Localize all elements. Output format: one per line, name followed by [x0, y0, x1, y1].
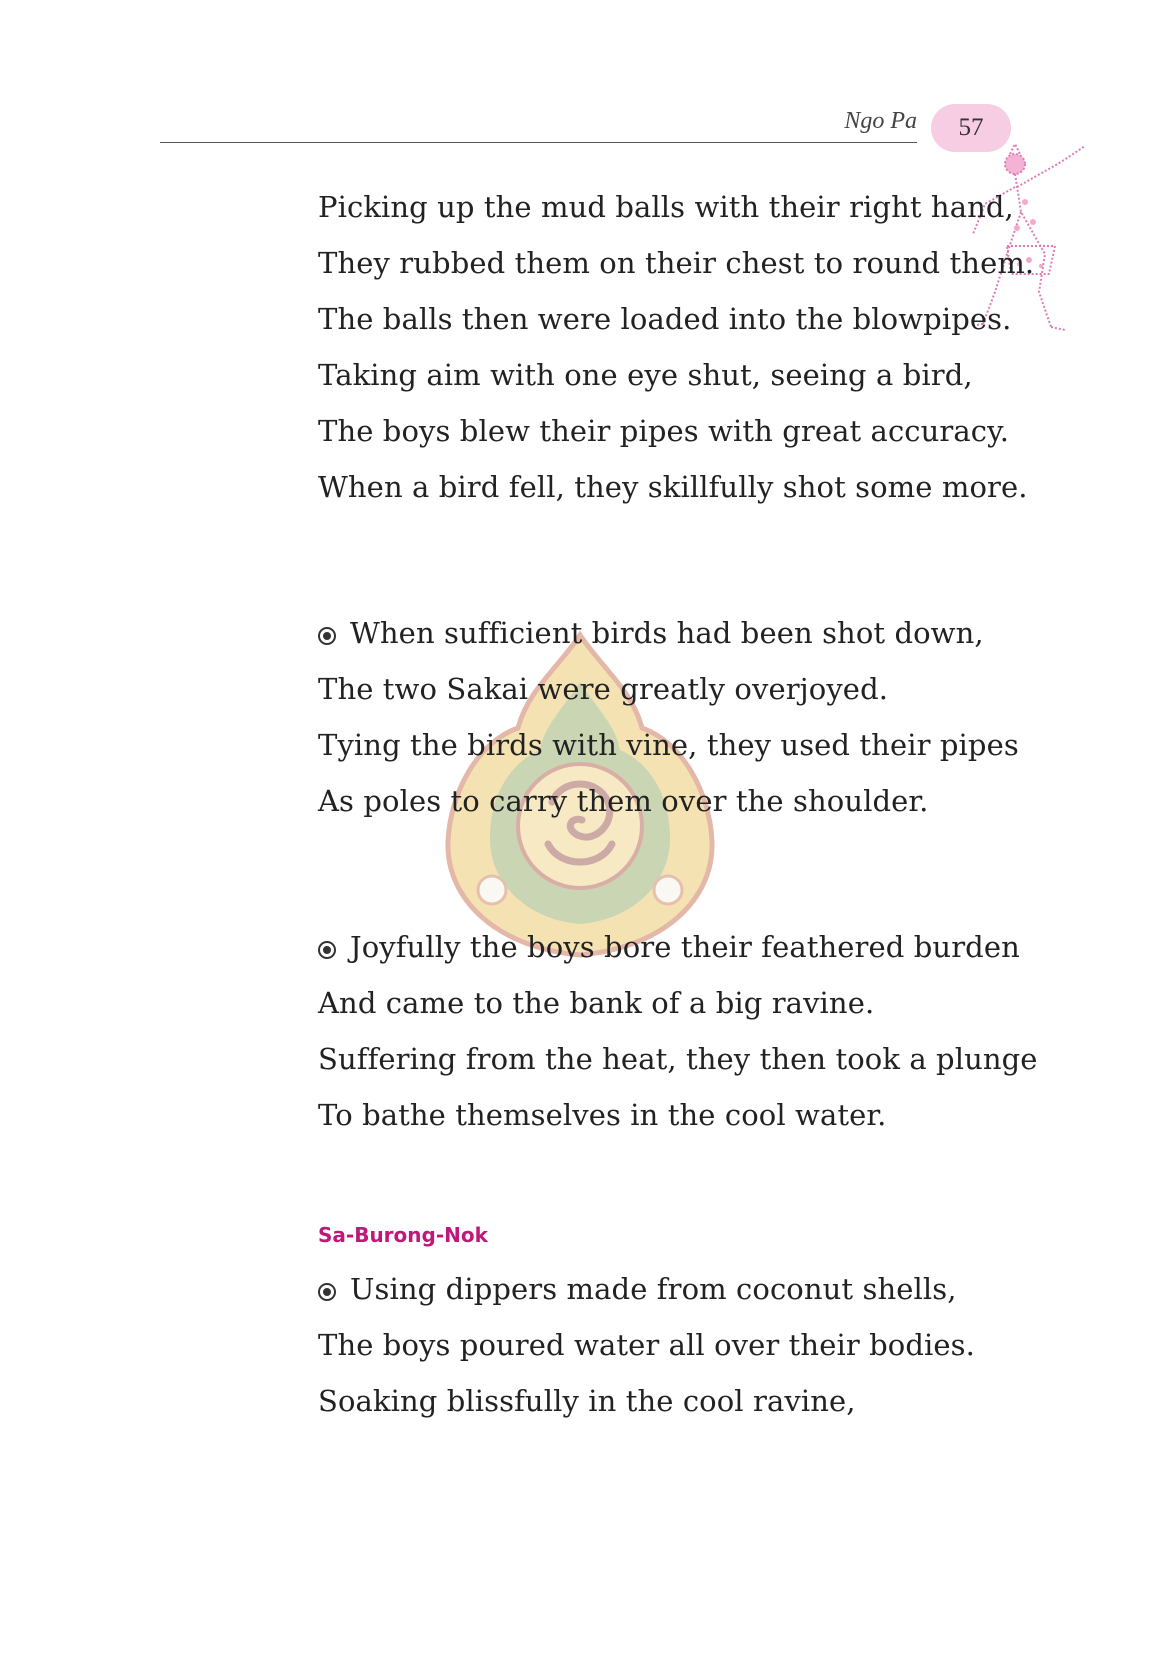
verse-line: The balls then were loaded into the blowpipes. [318, 302, 1012, 336]
verse-line: Taking aim with one eye shut, seeing a bird, [318, 358, 973, 392]
verse-line-bulleted [318, 919, 1138, 975]
stanza [318, 605, 1138, 829]
verse-line-text: When sufficient birds had been shot down, [350, 616, 984, 650]
stanza-bullet-icon [318, 941, 336, 959]
verse-line: To bathe themselves in the cool water. [318, 1098, 887, 1132]
page-number-badge: 57 [931, 104, 1011, 152]
verse-line: The boys poured water all over their bodies. [318, 1328, 975, 1362]
verse-line: Suffering from the heat, they then took a plunge [318, 1042, 1038, 1076]
verse-line-text: Using dippers made from coconut shells, [350, 1272, 957, 1306]
verse-line: Tying the birds with vine, they used their pipes [318, 728, 1019, 762]
stanza [318, 179, 1138, 515]
section-heading: Sa-Burong-Nok [318, 1223, 488, 1247]
verse-line-bulleted [318, 1261, 1138, 1317]
verse-line: And came to the bank of a big ravine. [318, 986, 875, 1020]
verse-line: The boys blew their pipes with great accuracy. [318, 414, 1010, 448]
running-title: Ngo Pa [844, 108, 917, 134]
verse-line: Picking up the mud balls with their right hand, [318, 190, 1014, 224]
poem-body [318, 179, 1138, 1429]
verse-line: When a bird fell, they skillfully shot some more. [318, 470, 1028, 504]
verse-line: They rubbed them on their chest to round them. [318, 246, 1035, 280]
stanza [318, 1261, 1138, 1429]
stanza [318, 919, 1138, 1143]
verse-line: Soaking blissfully in the cool ravine, [318, 1384, 856, 1418]
verse-line: As poles to carry them over the shoulder. [318, 784, 929, 818]
stanza-bullet-icon [318, 1283, 336, 1301]
stanza-bullet-icon [318, 627, 336, 645]
header-rule [160, 142, 917, 143]
verse-line: The two Sakai were greatly overjoyed. [318, 672, 889, 706]
verse-line-bulleted [318, 605, 1138, 661]
verse-line-text: Joyfully the boys bore their feathered burden [350, 930, 1020, 964]
